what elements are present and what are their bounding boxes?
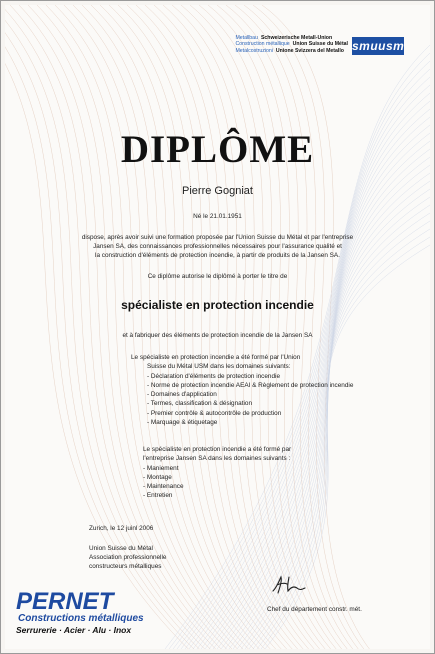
list-item: - Norme de protection incendie AEAI & Règlement de protection incendie — [147, 381, 354, 389]
usm-training-intro-1: Le spécialiste en protection incendie a été formé par l'Union — [131, 354, 301, 361]
issuer-line-2: Association professionnelle — [89, 553, 167, 561]
usm-line-fr: Construction métallique Union Suisse du Métal — [235, 41, 348, 48]
signatory-title: Chef du département constr. mét. — [267, 606, 362, 613]
recipient-name: Pierre Gogniat — [182, 185, 253, 197]
issuer-line-1: Union Suisse du Métal — [89, 545, 153, 552]
list-item: - Domaines d'application — [147, 391, 217, 399]
intro-line-1: dispose, après avoir suivi une formation proposée par l'Union Suisse du Métal et par l'entreprise — [81, 234, 354, 241]
pernet-company-name: PERNET — [16, 588, 114, 615]
list-item: - Déclaration d'éléments de protection incendie — [147, 372, 281, 380]
usm-training-block — [131, 353, 353, 427]
fabricate-text: et à fabriquer des éléments de protection incendie de la Jansen SA — [122, 332, 313, 339]
pernet-logo — [16, 588, 166, 636]
birth-date: Né le 21.01.1951 — [193, 213, 242, 220]
list-item: - Marquage & étiquetage — [147, 419, 218, 427]
jansen-training-intro-2: l'entreprise Jansen SA dans les domaines suivants : — [143, 455, 291, 463]
issuer-block — [89, 545, 166, 571]
handwritten-signature — [271, 573, 321, 595]
list-item: - Maintenance — [143, 483, 184, 491]
jansen-training-block — [143, 445, 291, 501]
usm-line-de: Metallbau Schweizerische Metall-Union — [235, 35, 333, 41]
usm-training-intro-2: Suisse du Métal USM dans les domaines suivants: — [147, 363, 291, 371]
usm-logo-mark: smuusm — [352, 39, 405, 53]
diploma-paper — [5, 5, 430, 649]
guilloche-background — [5, 5, 430, 649]
pernet-subtitle: Constructions métalliques — [18, 613, 144, 624]
intro-line-2: Jansen SA, des connaissances professionnelles nécessaires pour l'assurance qualité et — [93, 243, 342, 250]
list-item: - Maniement — [143, 464, 179, 472]
list-item: - Montage — [143, 473, 172, 481]
usm-line-it: Metalcostruzioni Unione Svizzera del Metallo — [235, 47, 344, 54]
authorizes-text: Ce diplôme autorise le diplômé à porter le titre de — [147, 273, 288, 280]
diploma-title: DIPLÔME — [120, 128, 315, 171]
issuer-line-3: constructeurs métalliques — [89, 562, 162, 570]
pernet-tagline: Serrurerie · Acier · Alu · Inox — [16, 625, 132, 635]
place-date: Zurich, le 12 juinl 2006 — [89, 525, 154, 532]
list-item: - Entretien — [143, 492, 173, 500]
jansen-training-intro-1: Le spécialiste en protection incendie a été formé par — [143, 446, 292, 453]
intro-line-3: la construction d'éléments de protection incendie, à partir de produits de la Jansen SA. — [95, 252, 340, 259]
specialist-title: spécialiste en protection incendie — [121, 298, 314, 312]
list-item: - Premier contrôle & autocontrôle de production — [147, 409, 282, 417]
list-item: - Termes, classification & désignation — [147, 400, 253, 408]
usm-language-lines — [235, 35, 348, 54]
usm-header — [235, 35, 404, 55]
